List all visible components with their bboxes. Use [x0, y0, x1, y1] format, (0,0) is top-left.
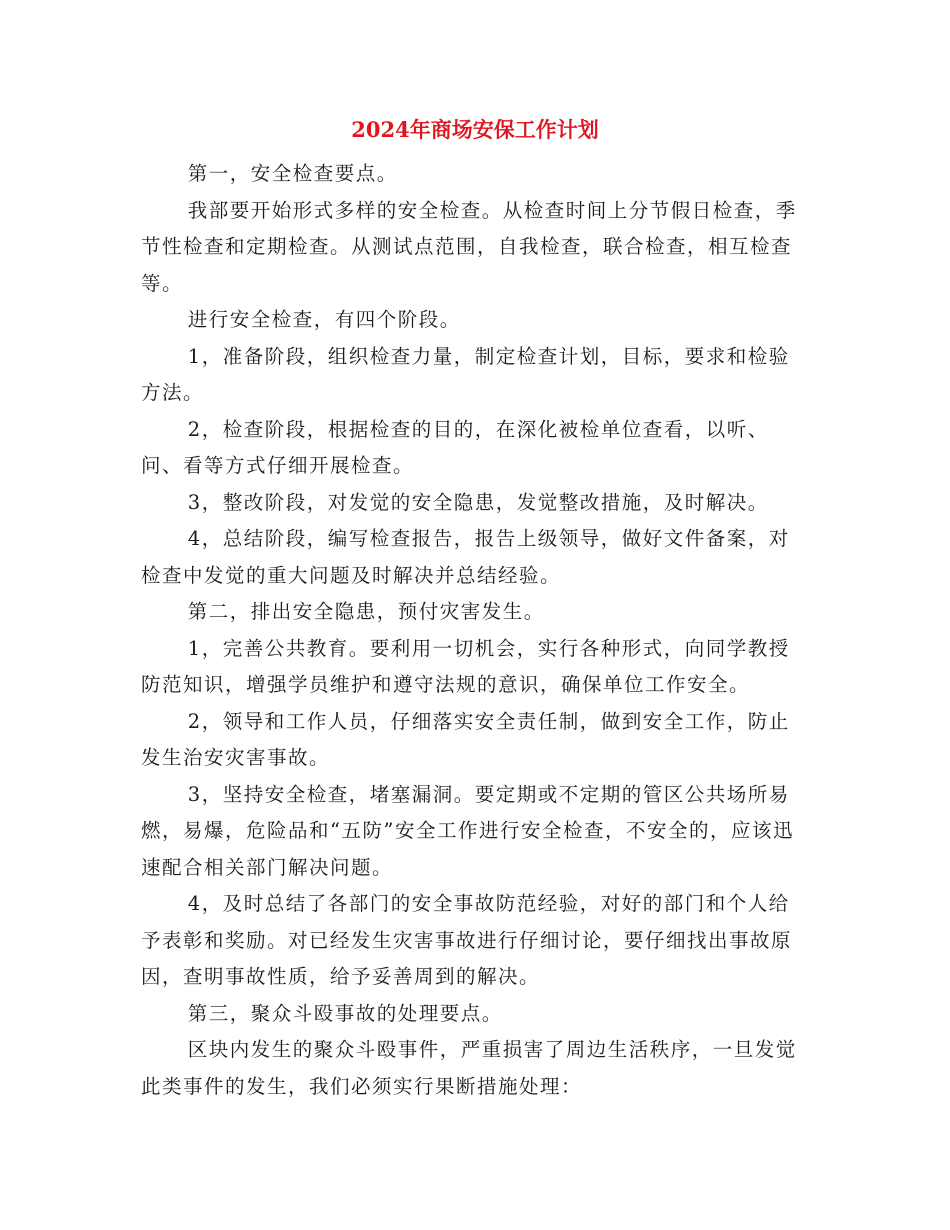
list-item: 1，完善公共教育。要利用一切机会，实行各种形式，向同学教授防范知识，增强学员维护和遵守法规的意识，确保单位工作安全。	[141, 636, 790, 696]
list-item: 3，坚持安全检查，堵塞漏洞。要定期或不定期的管区公共场所易燃，易爆，危险品和“五防”安全工作进行安全检查，不安全的，应该迅速配合相关部门解决问题。	[141, 782, 794, 879]
list-item: 3，整改阶段，对发觉的安全隐患，发觉整改措施，及时解决。	[187, 490, 769, 514]
list-item: 4，总结阶段，编写检查报告，报告上级领导，做好文件备案，对检查中发觉的重大问题及时解决并总结经验。	[141, 527, 790, 587]
paragraph: 区块内发生的聚众斗殴事件，严重损害了周边生活秩序，一旦发觉此类事件的发生，我们必须实行果断措施处理：	[141, 1038, 797, 1098]
document-title: 2024年商场安保工作计划	[351, 117, 599, 142]
paragraph: 我部要开始形式多样的安全检查。从检查时间上分节假日检查，季节性检查和定期检查。从测试点范围，自我检查，联合检查，相互检查等。	[141, 198, 797, 295]
list-item: 1，准备阶段，组织检查力量，制定检查计划，目标，要求和检验方法。	[141, 344, 790, 404]
section-heading-1: 第一，安全检查要点。	[187, 162, 398, 185]
list-item: 2，检查阶段，根据检查的目的，在深化被检单位查看，以听、问、看等方式仔细开展检查。	[141, 417, 769, 477]
section-heading-3: 第三，聚众斗殴事故的处理要点。	[187, 1001, 503, 1025]
list-item: 2，领导和工作人员，仔细落实安全责任制，做到安全工作，防止发生治安灾害事故。	[141, 709, 790, 769]
section-heading-2: 第二，排出安全隐患，预付灾害发生。	[187, 600, 545, 623]
document-body	[141, 156, 809, 1105]
list-item: 4，及时总结了各部门的安全事故防范经验，对好的部门和个人给予表彰和奖励。对已经发生灾害事故进行仔细讨论，要仔细找出事故原因，查明事故性质，给予妥善周到的解决。	[141, 892, 793, 988]
paragraph: 进行安全检查，有四个阶段。	[187, 308, 461, 331]
